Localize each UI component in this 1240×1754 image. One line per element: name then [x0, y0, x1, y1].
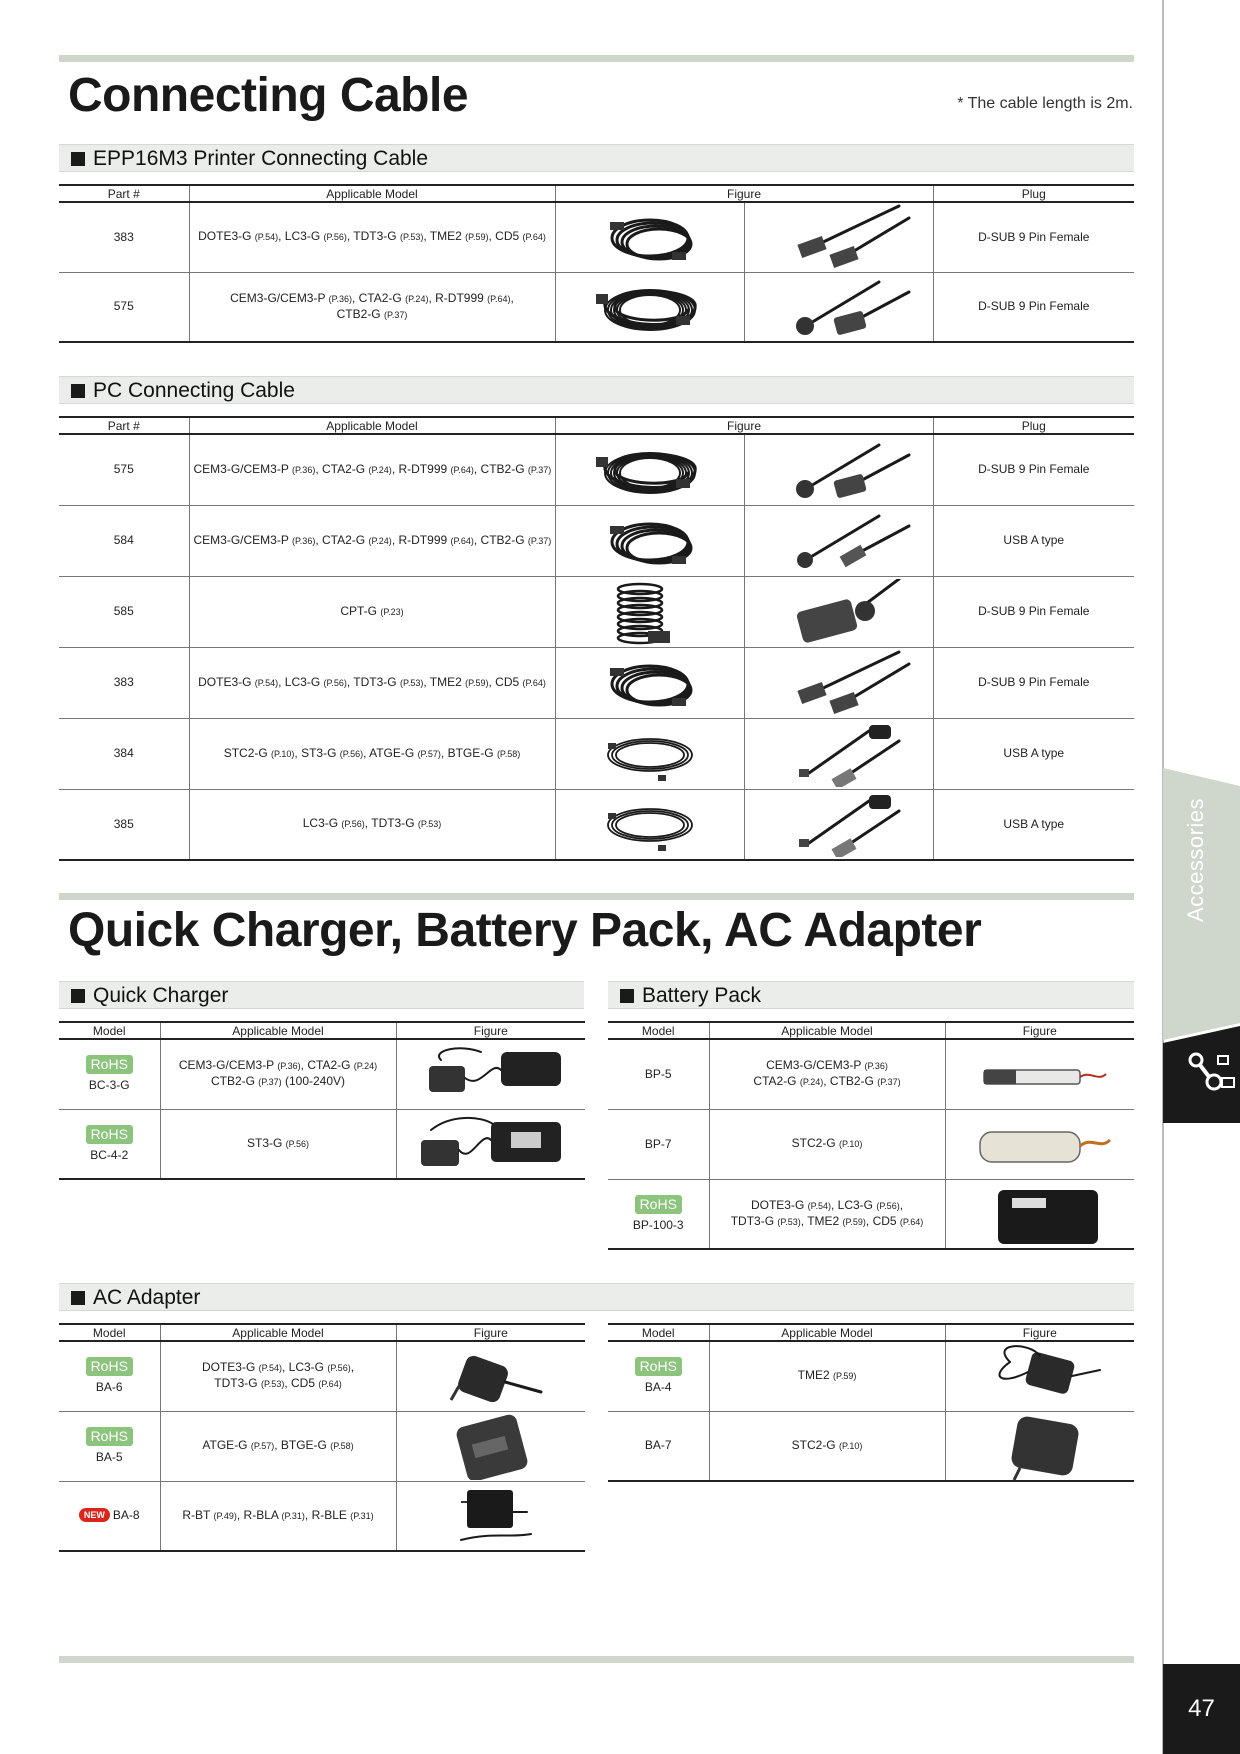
- page-reference: (P.56): [323, 677, 347, 688]
- model-name: CEM3-G/CEM3-P: [193, 461, 292, 476]
- table-header-row: [608, 1324, 1134, 1341]
- cable-figure: [555, 789, 744, 860]
- header-applicable-model: Applicable Model: [189, 185, 555, 202]
- rohs-badge: RoHS: [86, 1357, 133, 1376]
- model-name: , LC3-G: [281, 1360, 328, 1375]
- cable-figure: [555, 647, 744, 718]
- part-number-cell: [59, 434, 189, 505]
- page-reference: (P.31): [350, 1510, 374, 1521]
- connector-figure: [744, 718, 933, 789]
- pc-cable-heading: PC Connecting Cable: [59, 376, 1134, 404]
- model-number: BA-7: [644, 1438, 672, 1453]
- product-figure: [396, 1039, 585, 1109]
- model-name: , CTA2-G: [300, 1058, 354, 1073]
- connector-figure: [744, 272, 933, 342]
- model-name: CPT-G: [340, 603, 381, 618]
- part-number-cell: [59, 718, 189, 789]
- plug-type: D-SUB 9 Pin Female: [978, 462, 1090, 477]
- applicable-model-cell: [189, 505, 555, 576]
- applicable-model-cell: [709, 1109, 945, 1179]
- plug-cell: [933, 272, 1134, 342]
- table-row: [59, 576, 1134, 647]
- table-row: [59, 647, 1134, 718]
- table-header-row: [59, 1022, 585, 1039]
- applicable-model-cell: [189, 576, 555, 647]
- cable-figure: [555, 272, 744, 342]
- page-reference: (P.58): [496, 748, 521, 759]
- model-name: CEM3-G/CEM3-P: [178, 1058, 278, 1073]
- table-row: [59, 789, 1134, 860]
- model-cell: [59, 1109, 160, 1179]
- cable-figure: [555, 202, 744, 272]
- top-rule: [59, 55, 1134, 62]
- model-cell: [59, 1411, 160, 1481]
- square-bullet-icon: [71, 1291, 85, 1305]
- header-model: Model: [608, 1324, 709, 1341]
- cable-figure: [555, 434, 744, 505]
- connector-figure: [744, 434, 933, 505]
- header-model: Model: [59, 1022, 160, 1039]
- applicable-model-cell: [189, 202, 555, 272]
- applicable-model-cell: [709, 1341, 945, 1411]
- part-number-cell: [59, 647, 189, 718]
- model-name: , CD5: [488, 674, 523, 689]
- header-model: Model: [608, 1022, 709, 1039]
- page-reference: (P.36): [864, 1061, 888, 1072]
- wrench-icon: [1188, 1050, 1238, 1094]
- model-number: BA-8: [112, 1508, 140, 1523]
- plug-type: USB A type: [1003, 533, 1065, 547]
- model-name: , TDT3-G: [364, 816, 418, 831]
- model-name: , CD5: [865, 1213, 900, 1228]
- model-name: , R-DT999: [391, 461, 451, 476]
- page-reference: (P.37): [383, 309, 408, 320]
- table-row: [59, 505, 1134, 576]
- table-header-row: [608, 1022, 1134, 1039]
- model-name: , TDT3-G: [346, 674, 400, 689]
- model-name: LC3-G: [302, 816, 342, 831]
- connecting-cable-title: Connecting Cable: [68, 69, 469, 122]
- product-figure: [396, 1341, 585, 1411]
- table-header-row: [59, 417, 1134, 434]
- plug-type: USB A type: [1003, 746, 1065, 760]
- header-applicable-model: Applicable Model: [160, 1324, 396, 1341]
- model-number: BC-3-G: [88, 1078, 130, 1093]
- bottom-rule: [59, 1656, 1134, 1663]
- printer-cable-table: [59, 184, 1134, 343]
- table-header-row: [59, 185, 1134, 202]
- plug-cell: [933, 576, 1134, 647]
- page-reference: (P.57): [417, 748, 441, 759]
- connector-figure: [744, 576, 933, 647]
- model-name: (100-240V): [281, 1074, 346, 1089]
- model-name: , BTGE-G: [440, 745, 497, 760]
- table-header-row: [59, 1324, 585, 1341]
- plug-cell: [933, 434, 1134, 505]
- charger-section-title: Quick Charger, Battery Pack, AC Adapter: [68, 904, 982, 957]
- page-reference: (P.36): [291, 535, 316, 546]
- plug-type: USB A type: [1003, 816, 1065, 831]
- applicable-model-cell: [189, 647, 555, 718]
- model-cell: [59, 1481, 160, 1551]
- page-reference: (P.54): [807, 1200, 831, 1211]
- product-figure: [945, 1411, 1134, 1481]
- model-name: , ST3-G: [294, 745, 340, 760]
- page-reference: (P.37): [877, 1077, 901, 1088]
- table-row: [59, 718, 1134, 789]
- model-name: CTB2-G: [210, 1074, 255, 1089]
- model-name: , TDT3-G: [214, 1360, 355, 1391]
- model-name: , CD5: [284, 1376, 319, 1391]
- product-figure: [396, 1411, 585, 1481]
- table-row: [59, 202, 1134, 272]
- model-name: , ATGE-G: [363, 745, 418, 760]
- table-row: [608, 1179, 1134, 1249]
- model-name: , CTB2-G: [823, 1074, 878, 1089]
- page-reference: (P.23): [380, 606, 404, 617]
- header-part: Part #: [59, 417, 189, 434]
- model-name: , CTA2-G: [351, 290, 406, 305]
- part-number: 585: [113, 604, 134, 618]
- model-cell: [608, 1341, 709, 1411]
- connector-figure: [744, 789, 933, 860]
- model-name: , CTB2-G: [473, 461, 528, 476]
- page-reference: (P.24): [368, 535, 392, 546]
- page-reference: (P.24): [353, 1061, 378, 1072]
- page-reference: (P.56): [327, 1363, 351, 1374]
- page-reference: (P.10): [838, 1440, 863, 1451]
- page-reference: (P.56): [876, 1200, 900, 1211]
- model-name: , R-DT999: [428, 290, 488, 305]
- model-name: , R-DT999: [391, 532, 451, 547]
- page-reference: (P.53): [777, 1216, 801, 1227]
- model-name: STC2-G: [791, 1136, 839, 1150]
- applicable-model-cell: [709, 1411, 945, 1481]
- cable-figure: [555, 505, 744, 576]
- table-row: [59, 1411, 585, 1481]
- model-name: DOTE3-G: [198, 229, 255, 244]
- quick-charger-heading: Quick Charger: [59, 981, 584, 1009]
- page-reference: (P.37): [527, 535, 552, 546]
- header-applicable-model: Applicable Model: [709, 1324, 945, 1341]
- table-row: [608, 1109, 1134, 1179]
- model-name: , TME2: [423, 674, 466, 689]
- model-name: , BTGE-G: [274, 1438, 331, 1452]
- model-number: BA-5: [95, 1450, 123, 1464]
- page-reference: (P.58): [330, 1441, 354, 1451]
- model-name: , R-BLA: [236, 1507, 282, 1522]
- model-name: , TDT3-G: [730, 1197, 904, 1228]
- table-row: [59, 272, 1134, 342]
- table-row: [59, 1039, 585, 1109]
- plug-cell: [933, 647, 1134, 718]
- table-row: [608, 1039, 1134, 1109]
- ac-adapter-heading: AC Adapter: [59, 1283, 1134, 1311]
- header-figure: Figure: [396, 1324, 585, 1341]
- plug-type: D-SUB 9 Pin Female: [978, 229, 1090, 244]
- page-reference: (P.36): [328, 293, 352, 304]
- page-reference: (P.53): [399, 677, 424, 688]
- rohs-badge: RoHS: [635, 1195, 682, 1214]
- model-name: , CTB2-G: [473, 532, 528, 547]
- page-reference: (P.37): [258, 1077, 282, 1088]
- model-name: , R-BLE: [304, 1507, 351, 1522]
- model-name: CTA2-G: [753, 1074, 797, 1089]
- model-cell: [608, 1411, 709, 1481]
- product-figure: [945, 1039, 1134, 1109]
- applicable-model-cell: [189, 272, 555, 342]
- model-name: ST3-G: [246, 1135, 286, 1150]
- applicable-model-cell: [160, 1039, 396, 1109]
- model-name: , TME2: [800, 1213, 843, 1228]
- model-name: CEM3-G/CEM3-P: [766, 1058, 865, 1073]
- plug-cell: [933, 505, 1134, 576]
- model-cell: [59, 1341, 160, 1411]
- model-cell: [59, 1039, 160, 1109]
- pc-cable-table: [59, 416, 1134, 861]
- header-applicable-model: Applicable Model: [709, 1022, 945, 1039]
- quick-charger-table: [59, 1021, 585, 1180]
- model-name: CEM3-G/CEM3-P: [193, 532, 292, 547]
- battery-pack-heading: Battery Pack: [608, 981, 1134, 1009]
- page-reference: (P.56): [323, 232, 347, 243]
- model-name: , CTA2-G: [315, 532, 369, 547]
- plug-type: D-SUB 9 Pin Female: [978, 299, 1090, 314]
- page-reference: (P.56): [339, 748, 364, 759]
- page-reference: (P.10): [271, 748, 295, 759]
- page-reference: (P.24): [799, 1077, 824, 1088]
- page-reference: (P.59): [465, 232, 489, 243]
- rohs-badge: RoHS: [86, 1427, 133, 1446]
- page-reference: (P.59): [465, 677, 489, 688]
- page-reference: (P.57): [250, 1441, 275, 1451]
- applicable-model-cell: [189, 718, 555, 789]
- header-plug: Plug: [933, 417, 1134, 434]
- page-reference: (P.53): [260, 1379, 285, 1390]
- table-row: [59, 1109, 585, 1179]
- page-reference: (P.64): [487, 293, 511, 304]
- model-name: , TME2: [423, 229, 466, 244]
- part-number: 575: [113, 299, 134, 314]
- page-reference: (P.64): [450, 535, 474, 546]
- page-reference: (P.49): [213, 1510, 237, 1521]
- square-bullet-icon: [620, 989, 634, 1003]
- applicable-model-cell: [189, 789, 555, 860]
- model-number: BP-100-3: [632, 1217, 684, 1232]
- page-reference: (P.53): [399, 232, 424, 243]
- model-cell: [608, 1179, 709, 1249]
- header-plug: Plug: [933, 185, 1134, 202]
- page-reference: (P.37): [527, 464, 552, 475]
- new-badge: NEW: [79, 1508, 110, 1522]
- model-name: , CD5: [488, 229, 523, 244]
- page-reference: (P.54): [258, 1363, 282, 1374]
- plug-cell: [933, 202, 1134, 272]
- header-figure: Figure: [555, 185, 933, 202]
- model-name: , LC3-G: [830, 1197, 877, 1212]
- model-name: R-BT: [182, 1507, 214, 1522]
- part-number-cell: [59, 576, 189, 647]
- part-number-cell: [59, 202, 189, 272]
- model-name: TME2: [797, 1368, 833, 1383]
- square-bullet-icon: [71, 152, 85, 166]
- page-reference: (P.64): [450, 464, 474, 475]
- connector-figure: [744, 505, 933, 576]
- applicable-model-cell: [160, 1481, 396, 1551]
- model-name: STC2-G: [223, 745, 272, 760]
- table-row: [608, 1341, 1134, 1411]
- header-figure: Figure: [555, 417, 933, 434]
- header-figure: Figure: [945, 1022, 1134, 1039]
- page-reference: (P.59): [832, 1371, 857, 1382]
- product-figure: [945, 1179, 1134, 1249]
- page-reference: (P.24): [368, 464, 392, 475]
- part-number-cell: [59, 789, 189, 860]
- page-reference: (P.64): [899, 1216, 924, 1227]
- part-number: 383: [113, 675, 134, 689]
- model-number: BA-6: [95, 1380, 123, 1395]
- page-reference: (P.64): [318, 1379, 342, 1390]
- page-reference: (P.10): [838, 1139, 863, 1149]
- cable-length-note: * The cable length is 2m.: [957, 95, 1133, 112]
- square-bullet-icon: [71, 989, 85, 1003]
- part-number: 575: [113, 462, 134, 477]
- square-bullet-icon: [71, 384, 85, 398]
- header-figure: Figure: [396, 1022, 585, 1039]
- battery-pack-table: [608, 1021, 1134, 1250]
- middle-rule: [59, 893, 1134, 900]
- plug-cell: [933, 718, 1134, 789]
- side-tab-label: Accessories: [1183, 797, 1208, 923]
- model-name: , CTB2-G: [336, 290, 514, 321]
- header-part: Part #: [59, 185, 189, 202]
- page-reference: (P.56): [285, 1138, 310, 1149]
- page-reference: (P.31): [281, 1510, 305, 1521]
- page-reference: (P.36): [277, 1061, 301, 1072]
- product-figure: [945, 1109, 1134, 1179]
- part-number: 383: [113, 229, 134, 244]
- model-name: DOTE3-G: [750, 1197, 808, 1212]
- product-figure: [396, 1109, 585, 1179]
- connector-figure: [744, 647, 933, 718]
- product-figure: [945, 1341, 1134, 1411]
- page-number: 47: [1163, 1664, 1240, 1754]
- product-figure: [396, 1481, 585, 1551]
- page-reference: (P.56): [341, 819, 365, 830]
- cable-figure: [555, 576, 744, 647]
- model-name: , LC3-G: [278, 674, 324, 689]
- page-reference: (P.53): [417, 819, 442, 830]
- table-row: [59, 434, 1134, 505]
- cable-figure: [555, 718, 744, 789]
- page-reference: (P.54): [254, 677, 279, 688]
- part-number: 385: [113, 816, 134, 831]
- header-figure: Figure: [945, 1324, 1134, 1341]
- part-number: 584: [113, 533, 134, 547]
- model-name: , TDT3-G: [346, 229, 400, 244]
- rohs-badge: RoHS: [635, 1357, 682, 1376]
- header-applicable-model: Applicable Model: [160, 1022, 396, 1039]
- printer-cable-heading: EPP16M3 Printer Connecting Cable: [59, 144, 1134, 172]
- model-number: BP-5: [644, 1066, 672, 1081]
- model-name: STC2-G: [791, 1437, 839, 1452]
- connector-figure: [744, 202, 933, 272]
- model-name: CEM3-G/CEM3-P: [230, 290, 329, 305]
- ac-adapter-table-left: [59, 1323, 585, 1552]
- page-reference: (P.59): [842, 1216, 866, 1227]
- model-name: DOTE3-G: [201, 1360, 259, 1375]
- applicable-model-cell: [160, 1109, 396, 1179]
- applicable-model-cell: [160, 1341, 396, 1411]
- model-name: DOTE3-G: [198, 674, 255, 689]
- page-reference: (P.24): [405, 293, 429, 304]
- applicable-model-cell: [709, 1039, 945, 1109]
- ac-adapter-table-right: [608, 1323, 1134, 1482]
- header-applicable-model: Applicable Model: [189, 417, 555, 434]
- model-cell: [608, 1039, 709, 1109]
- page-reference: (P.36): [291, 464, 316, 475]
- part-number-cell: [59, 272, 189, 342]
- part-number-cell: [59, 505, 189, 576]
- page-reference: (P.64): [522, 677, 546, 688]
- plug-type: D-SUB 9 Pin Female: [978, 675, 1090, 689]
- model-cell: [608, 1109, 709, 1179]
- applicable-model-cell: [160, 1411, 396, 1481]
- rohs-badge: RoHS: [86, 1055, 133, 1074]
- plug-type: D-SUB 9 Pin Female: [978, 604, 1090, 618]
- model-name: , LC3-G: [278, 229, 324, 244]
- applicable-model-cell: [189, 434, 555, 505]
- model-name: ATGE-G: [202, 1438, 251, 1452]
- header-model: Model: [59, 1324, 160, 1341]
- table-row: [59, 1341, 585, 1411]
- model-number: BA-4: [644, 1380, 672, 1395]
- plug-cell: [933, 789, 1134, 860]
- model-name: , CTA2-G: [315, 461, 369, 476]
- model-number: BC-4-2: [90, 1147, 129, 1162]
- table-row: [608, 1411, 1134, 1481]
- model-number: BP-7: [644, 1136, 672, 1151]
- applicable-model-cell: [709, 1179, 945, 1249]
- page-reference: (P.64): [522, 232, 546, 243]
- table-row: [59, 1481, 585, 1551]
- page-reference: (P.54): [254, 232, 279, 243]
- part-number: 384: [113, 746, 134, 760]
- rohs-badge: RoHS: [86, 1125, 133, 1144]
